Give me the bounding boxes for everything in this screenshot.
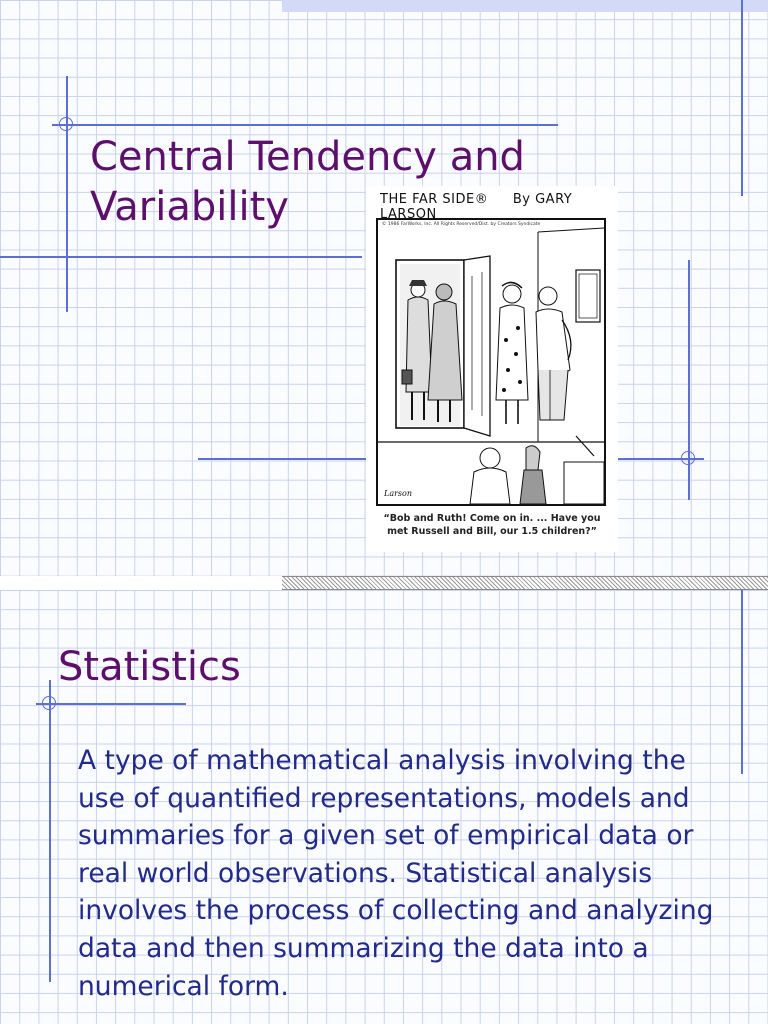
cartoon-drawing — [378, 220, 604, 504]
cartoon-strip-title: THE FAR SIDE® — [380, 192, 489, 207]
decor-horizontal-line — [0, 256, 362, 258]
decor-circle — [59, 117, 73, 131]
slide-body-text: A type of mathematical analysis involving the use of quantified representations, models and summaries for a given set of empirical data or real world observations. Statistical analysis involves the process of collecting and analyzing data and then summarizing the data into a numerical form. — [78, 745, 714, 1002]
cartoon-byline: By GARY LARSON — [380, 192, 573, 222]
cartoon-panel — [376, 218, 606, 506]
cartoon-signature: Larson — [384, 489, 412, 498]
slide-divider — [282, 576, 768, 590]
decor-horizontal-line — [52, 124, 558, 126]
cartoon-caption: “Bob and Ruth! Come on in. ... Have you met Russell and Bill, our 1.5 children?” — [383, 513, 601, 537]
cartoon-image — [366, 186, 618, 552]
slide-title: Statistics — [58, 644, 241, 690]
decor-horizontal-line — [36, 703, 186, 705]
top-accent-bar — [282, 0, 768, 12]
slide-title: Central Tendency and Variability — [90, 134, 525, 230]
decor-vertical-line — [66, 76, 68, 312]
decor-vertical-line — [49, 680, 51, 982]
cartoon-copyright: © 1986 FarWorks, Inc. All Rights Reserved/Dist. by Creators Syndicate — [382, 222, 541, 227]
decor-vertical-line — [741, 0, 743, 196]
decor-vertical-line — [741, 590, 743, 774]
decor-horizontal-line — [198, 458, 366, 460]
slide-gap — [0, 576, 282, 590]
slide-2 — [0, 590, 768, 1024]
decor-circle — [681, 451, 695, 465]
